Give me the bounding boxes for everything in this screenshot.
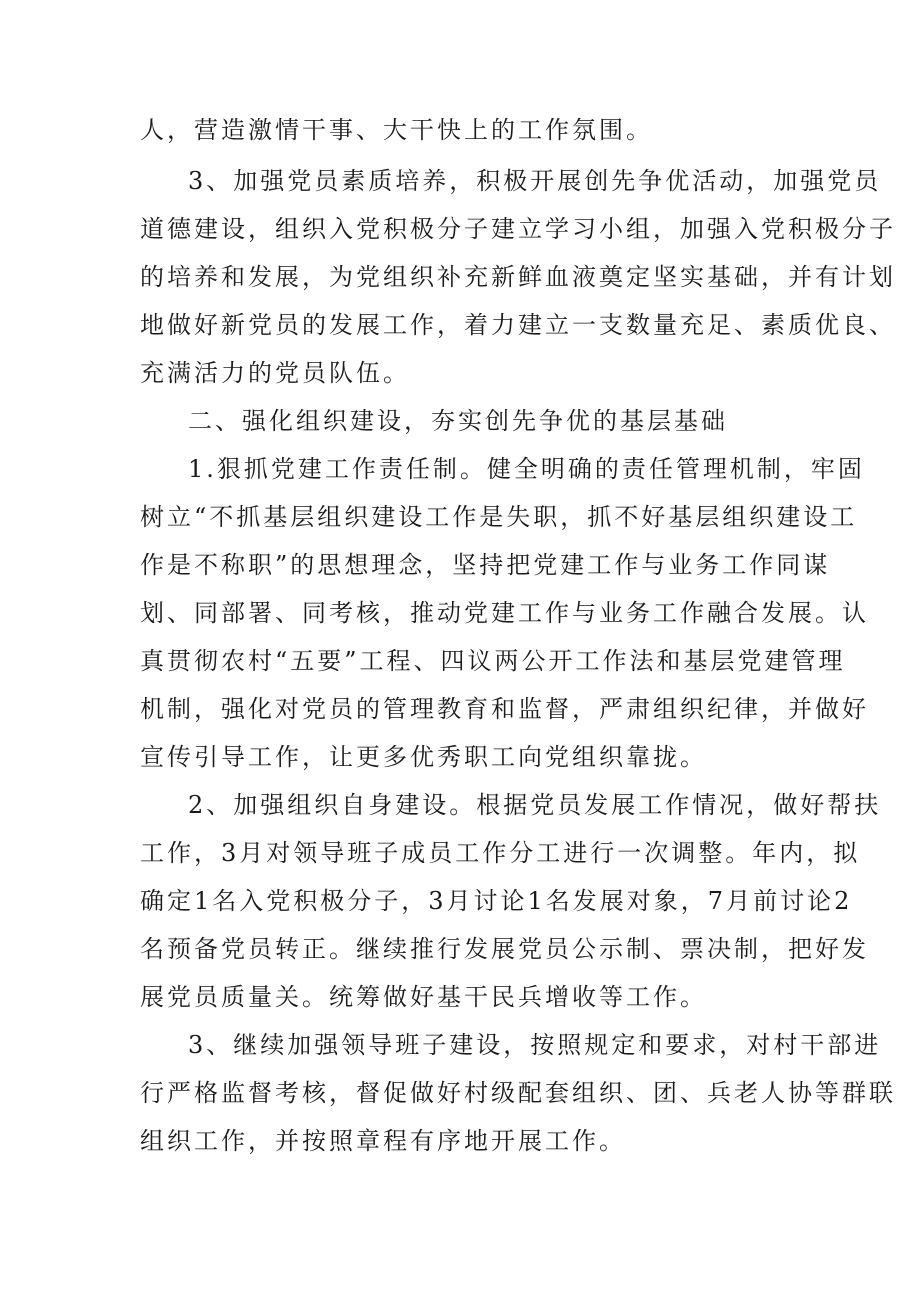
text-line: 3、加强党员素质培养，积极开展创先争优活动，加强党员 [188, 167, 882, 195]
text-line: 的培养和发展，为党组织补充新鲜血液奠定坚实基础，并有计划 [140, 263, 896, 291]
text-line: 确定1名入党积极分子，3月讨论1名发展对象，7月前讨论2 [140, 887, 853, 915]
text-line: 1.狠抓党建工作责任制。健全明确的责任管理机制，牢固 [188, 455, 865, 483]
section-heading: 二、强化组织建设，夯实创先争优的基层基础 [188, 407, 728, 435]
text-line: 机制，强化对党员的管理教育和监督，严肃组织纪律，并做好 [140, 695, 869, 723]
text-line: 展党员质量关。统筹做好基干民兵增收等工作。 [140, 983, 707, 1011]
text-line: 工作，3月对领导班子成员工作分工进行一次调整。年内，拟 [140, 839, 861, 867]
text-line: 树立“不抓基层组织建设工作是失职，抓不好基层组织建设工 [140, 503, 858, 531]
text-line: 人，营造激情干事、大干快上的工作氛围。 [140, 116, 653, 144]
text-line: 3、继续加强领导班子建设，按照规定和要求，对村干部进 [188, 1031, 882, 1059]
text-line: 2、加强组织自身建设。根据党员发展工作情况，做好帮扶 [188, 791, 882, 819]
text-line: 作是不称职”的思想理念，坚持把党建工作与业务工作同谋 [140, 551, 831, 579]
text-line: 组织工作，并按照章程有序地开展工作。 [140, 1127, 626, 1155]
text-line: 充满活力的党员队伍。 [140, 359, 410, 387]
text-line: 道德建设，组织入党积极分子建立学习小组，加强入党积极分子 [140, 215, 896, 243]
text-line: 行严格监督考核，督促做好村级配套组织、团、兵老人协等群联 [140, 1079, 896, 1107]
text-line: 名预备党员转正。继续推行发展党员公示制、票决制，把好发 [140, 935, 869, 963]
text-line: 真贯彻农村“五要”工程、四议两公开工作法和基层党建管理 [140, 647, 846, 675]
text-line: 宣传引导工作，让更多优秀职工向党组织靠拢。 [140, 743, 707, 771]
text-line: 划、同部署、同考核，推动党建工作与业务工作融合发展。认 [140, 599, 869, 627]
text-line: 地做好新党员的发展工作，着力建立一支数量充足、素质优良、 [140, 311, 896, 339]
